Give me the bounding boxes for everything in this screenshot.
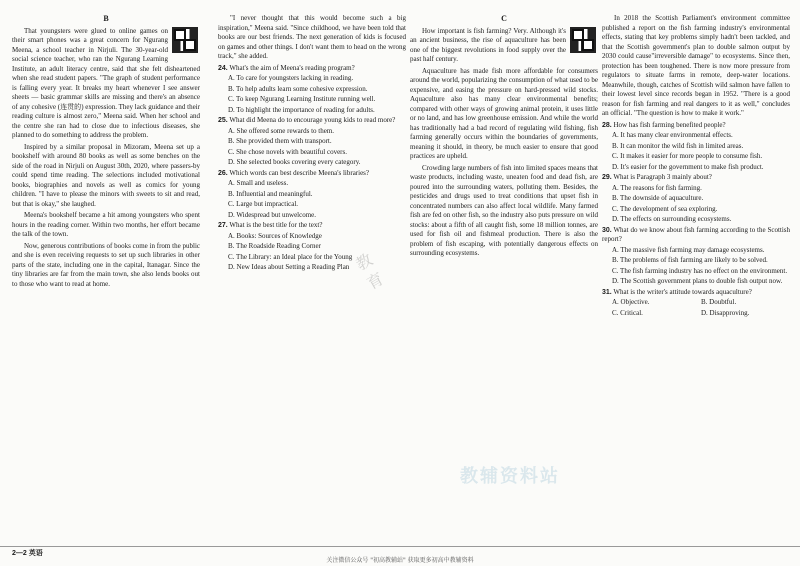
question-28 xyxy=(602,121,790,173)
option-a[interactable]: A. Books: Sources of Knowledge xyxy=(228,231,322,240)
question-30 xyxy=(602,226,790,287)
option-a[interactable]: A. The reasons for fish farming. xyxy=(612,183,702,192)
option-d[interactable]: D. The Scottish government plans to double fish output now. xyxy=(612,277,783,285)
question-text: Which words can best describe Meena's libraries? xyxy=(229,168,370,177)
section-c-title: C xyxy=(501,14,507,23)
option-a[interactable]: A. Objective. xyxy=(612,298,650,306)
option-c[interactable]: C. The development of sea exploring. xyxy=(612,204,718,213)
question-25 xyxy=(218,116,406,168)
passage-b-para-1: That youngsters were glued to online games on their smart phones was a great concern for Ngurang Meena, a school teacher in Nirjuli. The 30-year-old social science teacher, who ran the Ngurang Learning Institute, an adult literacy centre, said that she felt disheartened when she read student papers. "The graph of student performance is falling every year. It breaks my heart whenever I see answer sheets — basic grammar skills are missing and there's an absence of any cohesive (连贯的) expression. They lack guidance and their reading culture is almost zero," Meena said. When her school and the centre she ran had to close due to infectious diseases, she planned to do something to address the problem. xyxy=(12,26,200,139)
qr-code-icon xyxy=(570,27,598,55)
option-a[interactable]: A. She offered some rewards to them. xyxy=(228,126,335,135)
option-a[interactable]: A. The massive fish farming may damage ecosystems. xyxy=(612,245,765,254)
column-1 xyxy=(12,14,200,291)
option-d[interactable]: D. Disapproving. xyxy=(701,308,750,317)
option-b[interactable]: B. Influential and meaningful. xyxy=(228,189,313,198)
options-row-1 xyxy=(612,298,790,308)
option-b[interactable]: B. She provided them with transport. xyxy=(228,137,332,145)
option-b[interactable]: B. Doubtful. xyxy=(701,298,737,306)
stamp-watermark: 教 育 xyxy=(352,249,387,294)
question-number: 28. xyxy=(602,121,612,129)
option-a[interactable]: A. It has many clear environmental effects. xyxy=(612,131,733,139)
option-b[interactable]: B. It can monitor the wild fish in limited areas. xyxy=(612,141,744,150)
page-number: 2—2 英语 xyxy=(12,550,43,557)
option-c[interactable]: C. The Library: an Ideal place for the Young xyxy=(228,252,353,261)
footer-divider xyxy=(0,546,800,547)
question-number: 24. xyxy=(218,64,228,72)
option-a[interactable]: A. To care for youngsters lacking in reading. xyxy=(228,74,354,82)
question-number: 29. xyxy=(602,174,612,181)
logo-watermark: 教辅资料站 xyxy=(460,466,560,487)
option-c[interactable]: C. Critical. xyxy=(612,308,643,317)
question-number: 30. xyxy=(602,226,612,234)
option-a[interactable]: A. Small and useless. xyxy=(228,179,289,187)
question-number: 26. xyxy=(218,169,228,177)
option-b[interactable]: B. The problems of fish farming are likely to be solved. xyxy=(612,256,768,264)
option-d[interactable]: D. She selected books covering every category. xyxy=(228,158,361,166)
question-31 xyxy=(602,288,790,319)
question-text: What is the best title for the text? xyxy=(229,221,323,229)
passage-b-para-4: Now, generous contributions of books come in from the public and she is even receiving requests to set up such libraries in other parts of the state, including one in the capital, Itanagar. Since the tiny libraries are far from the main town, she also lends books out to those who want to read at home. xyxy=(12,241,200,288)
option-d[interactable]: D. To highlight the importance of reading for adults. xyxy=(228,105,375,114)
question-24 xyxy=(218,64,406,116)
column-2 xyxy=(218,14,406,274)
passage-c-para-2: Aquaculture has made fish more affordable for consumers around the world, popularizing the consumption of what used to be expensive, and easing the pressure on hard-pressed wild stocks. Aquaculture also has many clear environmental benefits; compared with other ways of growing animal protein, it uses little or no land, and has low greenhouse emission. And while the world has traditionally had a bad record of regulating wild fishing, fish farming generally occurs within the boundaries of governments, meaning it should, in theory, be much easier to ensure that good practices are upheld. xyxy=(410,66,598,160)
option-d[interactable]: D. Widespread but unwelcome. xyxy=(228,210,317,219)
option-c[interactable]: C. She chose novels with beautiful covers. xyxy=(228,147,347,156)
section-b-title: B xyxy=(103,14,109,23)
passage-b-para-5: "I never thought that this would become such a big inspiration," Meena said. "Since childhood, we have been told that books are our best friends. The next generation of kids is focused on games and other things. I don't want them to head on the wrong track," she added. xyxy=(218,14,406,60)
options-row-2 xyxy=(612,309,790,319)
column-3 xyxy=(410,14,598,261)
passage-c-para-1: How important is fish farming? Very. Although it's an ancient business, the rise of aquaculture has been one of the biggest revolutions in food supply over the past half century. xyxy=(410,26,566,63)
option-c[interactable]: C. It makes it easier for more people to consume fish. xyxy=(612,152,763,160)
passage-c-para-3: Crowding large numbers of fish into limited spaces means that waste products, including waste, uneaten food and dead fish, are poured into the surrounding waters, polluting them. Besides, the pesticides and drugs used to treat conditions that upset fish in concentrated numbers can also affect local wildlife. Many farmed fish are fed on other fish, so the industry also puts pressure on wild stocks: about a fifth of all caught fish, some 18 million tonnes, are used for fish oil and fishmeal production. There is also the problem of fish escaping, with potentially dangerous effects on surrounding ecosystems. xyxy=(410,163,598,257)
question-text: What did Meena do to encourage young kids to read more? xyxy=(229,116,396,124)
passage-c-para-4: In 2018 the Scottish Parliament's environment committee published a report on the fish farming industry's environmental effects, stating that key problems simply hadn't been tackled, and that the Scottish government's plan to double salmon output by 2030 could cause"irreversible damage" to ecosystems. Since then, protection has been toughened. There is now more pressure from regulators to situate farms in remote, deep-water locations. Meanwhile, though, catches of Scottish wild salmon have fallen to their lowest level since records began in 1952. "There is a good reason for fish farming and real dangers to it as well," concludes an official. "The question is how to make it work." xyxy=(602,14,790,117)
option-b[interactable]: B. The Roadside Reading Corner xyxy=(228,242,321,250)
option-c[interactable]: C. To keep Ngurang Learning Institute running well. xyxy=(228,95,376,103)
column-4 xyxy=(602,14,790,319)
passage-b-para-3: Meena's bookshelf became a hit among youngsters who spent hours in the reading corner. Within two months, her effort became the talk of the town. xyxy=(12,211,200,238)
passage-b-para-2: Inspired by a similar proposal in Mizoram, Meena set up a bookshelf with around 80 books as well as some benches on the side of the road in Nirjuli on August 30th, 2020, where passers-by could spend time reading. The selections included motivational books, biographies and novels as well as comics for young children. "I have to please the minors with sweets to sit and read, but that is okay," she laughed. xyxy=(12,142,200,208)
option-b[interactable]: B. To help adults learn some cohesive expression. xyxy=(228,84,368,93)
footer-note: 关注微信公众号 "初高教辅站" 获取更多初高中教辅资料 xyxy=(326,557,474,564)
question-text: What is the writer's attitude towards aquaculture? xyxy=(613,287,752,296)
question-text: What is Paragraph 3 mainly about? xyxy=(613,173,712,181)
question-number: 25. xyxy=(218,117,228,124)
question-text: What do we know about fish farming according to the Scottish report? xyxy=(602,225,791,243)
question-number: 27. xyxy=(218,222,228,229)
question-27 xyxy=(218,221,406,273)
option-c[interactable]: C. Large but impractical. xyxy=(228,200,299,208)
question-number: 31. xyxy=(602,288,612,296)
option-d[interactable]: D. New Ideas about Setting a Reading Plan xyxy=(228,263,350,271)
option-b[interactable]: B. The downside of aquaculture. xyxy=(612,194,704,202)
question-text: What's the aim of Meena's reading program? xyxy=(229,63,355,72)
qr-code-icon xyxy=(172,27,200,55)
option-c[interactable]: C. The fish farming industry has no effect on the environment. xyxy=(612,266,788,275)
question-29 xyxy=(602,173,790,225)
option-d[interactable]: D. It's easier for the government to make fish product. xyxy=(612,162,764,171)
question-26 xyxy=(218,169,406,221)
question-text: How has fish farming benefited people? xyxy=(613,120,726,129)
option-d[interactable]: D. The effects on surrounding ecosystems. xyxy=(612,215,732,223)
